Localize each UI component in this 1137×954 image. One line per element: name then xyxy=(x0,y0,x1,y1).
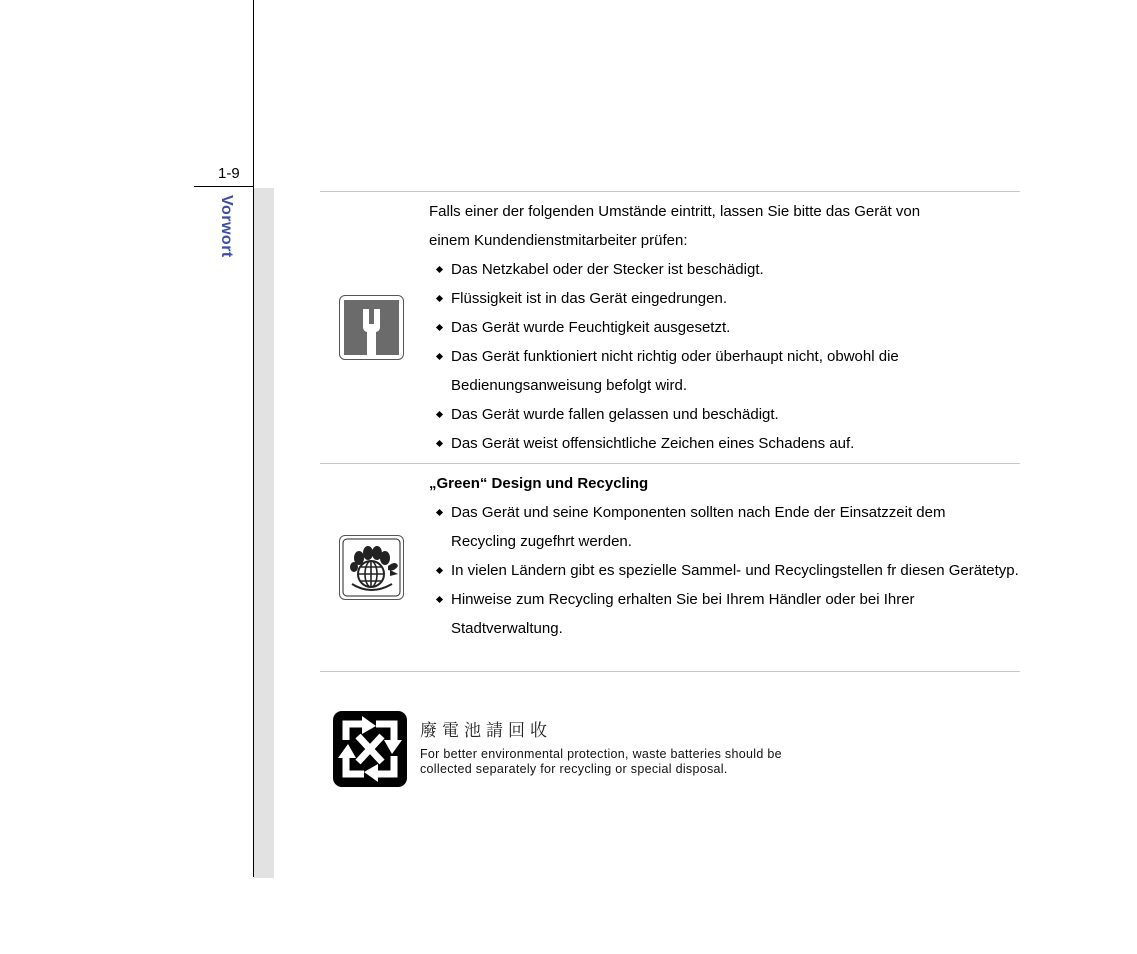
green-list xyxy=(429,498,1019,643)
list-item: Hinweise zum Recycling erhalten Sie bei Ihrem Händler oder bei Ihrer Stadtverwaltung. xyxy=(429,585,1019,643)
battery-english-line-2: collected separately for recycling or special disposal. xyxy=(420,762,728,776)
margin-gray-bar xyxy=(254,188,274,878)
battery-recycling-icon xyxy=(332,710,408,793)
service-intro-line-2: einem Kundendienstmitarbeiter prüfen: xyxy=(429,232,688,249)
divider-top xyxy=(320,191,1020,192)
list-item: Das Gerät wurde Feuchtigkeit ausgesetzt. xyxy=(429,313,1019,342)
green-heading: „Green“ Design und Recycling xyxy=(429,475,649,492)
list-item: Das Gerät weist offensichtliche Zeichen eines Schadens auf. xyxy=(429,429,1019,458)
green-section xyxy=(429,469,1019,643)
service-list xyxy=(429,255,1019,458)
service-intro-line-1: Falls einer der folgenden Umstände eintritt, lassen Sie bitte das Gerät von xyxy=(429,203,921,220)
list-item: Das Gerät und seine Komponenten sollten nach Ende der Einsatzzeit dem Recycling zugefhrt werden. xyxy=(429,498,1019,556)
page-number-rule xyxy=(194,186,254,187)
battery-english-text xyxy=(420,747,782,777)
battery-chinese-text: 廢電池請回收 xyxy=(420,721,552,741)
service-section xyxy=(429,197,1019,458)
list-item: Das Gerät funktioniert nicht richtig oder überhaupt nicht, obwohl die Bedienungsanweisung befolgt wird. xyxy=(429,342,1019,400)
service-wrench-icon xyxy=(339,295,404,360)
page-number: 1-9 xyxy=(218,165,240,182)
divider-middle xyxy=(320,463,1020,464)
green-recycling-icon xyxy=(339,535,404,600)
list-item: In vielen Ländern gibt es spezielle Sammel- und Recyclingstellen fr diesen Gerätetyp. xyxy=(429,556,1019,585)
list-item: Flüssigkeit ist in das Gerät eingedrungen. xyxy=(429,284,1019,313)
battery-notice xyxy=(420,716,782,777)
divider-bottom xyxy=(320,671,1020,672)
section-label: Vorwort xyxy=(218,195,235,258)
list-item: Das Gerät wurde fallen gelassen und beschädigt. xyxy=(429,400,1019,429)
list-item: Das Netzkabel oder der Stecker ist beschädigt. xyxy=(429,255,1019,284)
battery-english-line-1: For better environmental protection, waste batteries should be xyxy=(420,747,782,761)
